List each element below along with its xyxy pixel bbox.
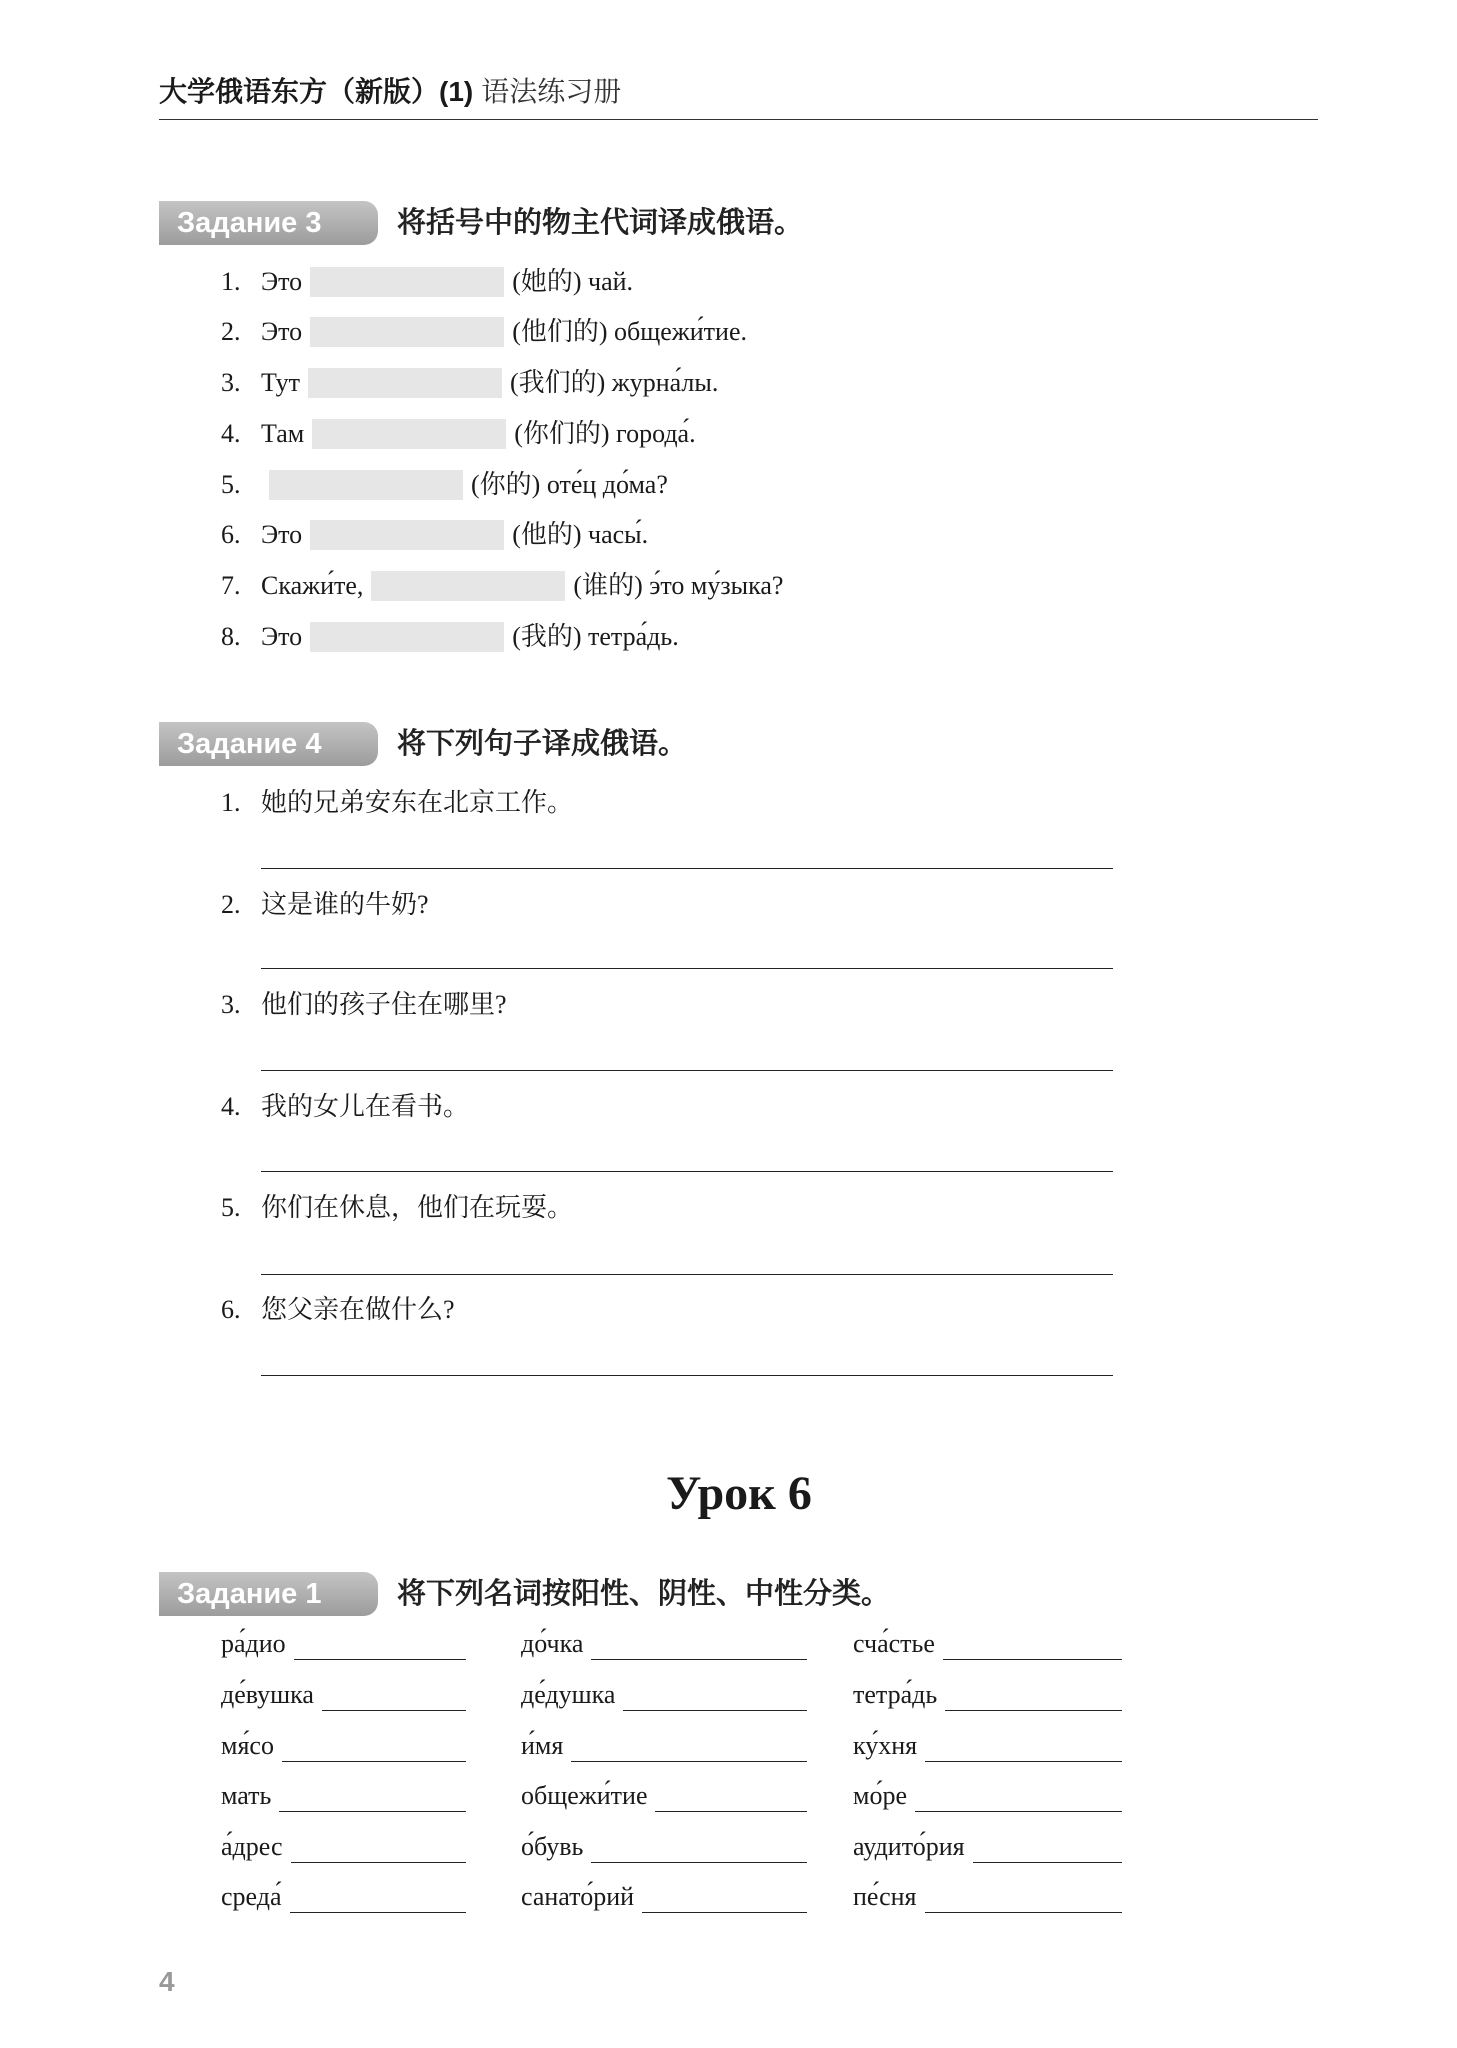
- item-prefix: Тут: [261, 368, 300, 397]
- noun-item: [521, 1780, 807, 1812]
- noun-item: [221, 1881, 466, 1913]
- header-rule: [159, 119, 1318, 120]
- running-header: [159, 70, 621, 110]
- answer-line[interactable]: [261, 868, 1113, 869]
- answer-blank[interactable]: [945, 1686, 1122, 1711]
- item-suffix: (她的) чай.: [512, 267, 634, 296]
- task1-badge: Задание 1: [159, 1572, 378, 1616]
- item-prefix: Там: [261, 419, 305, 448]
- task3-item: [221, 469, 668, 501]
- answer-blank[interactable]: [310, 520, 504, 550]
- task3-item: [221, 316, 747, 348]
- task3-item: [221, 519, 648, 551]
- answer-blank[interactable]: [371, 571, 565, 601]
- task4-title: 将下列句子译成俄语。: [397, 728, 688, 760]
- item-number: 7.: [221, 571, 241, 600]
- noun-item: [853, 1881, 1122, 1913]
- answer-blank[interactable]: [925, 1888, 1122, 1913]
- item-suffix: (我的) тетра́дь.: [512, 622, 679, 651]
- noun-item: [221, 1780, 466, 1812]
- answer-blank[interactable]: [623, 1686, 807, 1711]
- task3-badge: Задание 3: [159, 201, 378, 245]
- noun-item: [853, 1679, 1122, 1711]
- answer-blank[interactable]: [322, 1686, 466, 1711]
- noun-word: аудито́рия: [853, 1832, 965, 1861]
- task4-item: [221, 787, 573, 819]
- item-number: 2.: [221, 890, 241, 919]
- page-number: 4: [159, 1966, 175, 1997]
- item-prefix: Скажи́те,: [261, 571, 364, 600]
- task4-item: [221, 1091, 469, 1123]
- answer-blank[interactable]: [291, 1838, 467, 1863]
- item-number: 5.: [221, 1193, 241, 1222]
- task4-badge: Задание 4: [159, 722, 378, 766]
- item-number: 3.: [221, 368, 241, 397]
- noun-word: среда́: [221, 1882, 282, 1911]
- answer-blank[interactable]: [312, 419, 506, 449]
- answer-blank[interactable]: [591, 1635, 807, 1660]
- task3-item: [221, 266, 633, 298]
- answer-blank[interactable]: [915, 1787, 1122, 1812]
- item-number: 5.: [221, 470, 241, 499]
- noun-item: [853, 1780, 1122, 1812]
- item-suffix: (我们的) журна́лы.: [509, 368, 719, 397]
- answer-blank[interactable]: [310, 622, 504, 652]
- noun-item: [853, 1628, 1122, 1660]
- answer-line[interactable]: [261, 1070, 1113, 1071]
- task4-item: [221, 1192, 573, 1224]
- task3-item: [221, 367, 718, 399]
- answer-line[interactable]: [261, 1274, 1113, 1275]
- item-suffix: (他们的) общежи́тие.: [512, 317, 747, 346]
- task4-item: [221, 989, 507, 1021]
- task3-item: [221, 570, 783, 602]
- item-number: 1.: [221, 267, 241, 296]
- noun-item: [521, 1831, 807, 1863]
- item-number: 3.: [221, 990, 241, 1019]
- lesson-title: Урок 6: [666, 1467, 812, 1520]
- noun-word: сча́стье: [853, 1629, 935, 1658]
- noun-word: де́душка: [521, 1680, 616, 1709]
- answer-line[interactable]: [261, 1171, 1113, 1172]
- item-sentence: 他们的孩子住在哪里?: [261, 990, 507, 1019]
- noun-word: ку́хня: [853, 1731, 918, 1760]
- item-number: 4.: [221, 419, 241, 448]
- answer-blank[interactable]: [269, 470, 463, 500]
- noun-item: [521, 1628, 807, 1660]
- item-number: 6.: [221, 520, 241, 549]
- noun-word: до́чка: [521, 1629, 584, 1658]
- noun-word: де́вушка: [221, 1680, 314, 1709]
- noun-item: [853, 1831, 1122, 1863]
- noun-item: [521, 1730, 807, 1762]
- book-title: 大学俄语东方（新版）(1): [159, 76, 474, 107]
- noun-word: ра́дио: [221, 1629, 286, 1658]
- answer-line[interactable]: [261, 1375, 1113, 1376]
- item-prefix: Это: [261, 622, 303, 651]
- answer-blank[interactable]: [571, 1737, 807, 1762]
- item-sentence: 你们在休息，他们在玩耍。: [261, 1193, 574, 1222]
- noun-word: мо́ре: [853, 1781, 907, 1810]
- item-number: 4.: [221, 1092, 241, 1121]
- item-suffix: (他的) часы́.: [512, 520, 649, 549]
- noun-word: тетра́дь: [853, 1680, 938, 1709]
- task3-item: [221, 418, 696, 450]
- answer-blank[interactable]: [279, 1787, 466, 1812]
- item-prefix: Это: [261, 267, 303, 296]
- book-subtitle: 语法练习册: [481, 76, 622, 107]
- answer-blank[interactable]: [973, 1838, 1122, 1863]
- noun-item: [221, 1831, 466, 1863]
- item-sentence: 她的兄弟安东在北京工作。: [261, 788, 574, 817]
- noun-item: [521, 1679, 807, 1711]
- noun-word: пе́сня: [853, 1882, 917, 1911]
- item-prefix: Это: [261, 520, 303, 549]
- item-suffix: (你们的) города́.: [514, 419, 696, 448]
- answer-blank[interactable]: [282, 1737, 466, 1762]
- item-number: 2.: [221, 317, 241, 346]
- noun-item: [221, 1730, 466, 1762]
- item-sentence: 我的女儿在看书。: [261, 1092, 470, 1121]
- noun-word: санато́рий: [521, 1882, 635, 1911]
- noun-word: и́мя: [521, 1731, 564, 1760]
- answer-blank[interactable]: [642, 1888, 807, 1913]
- task3-item: [221, 621, 679, 653]
- item-suffix: (你的) оте́ц до́ма?: [471, 470, 668, 499]
- noun-word: о́бувь: [521, 1832, 584, 1861]
- noun-item: [221, 1679, 466, 1711]
- task4-item: [221, 1294, 455, 1326]
- answer-blank[interactable]: [294, 1635, 466, 1660]
- item-sentence: 您父亲在做什么?: [261, 1295, 455, 1324]
- item-suffix: (谁的) э́то му́зыка?: [573, 571, 784, 600]
- answer-blank[interactable]: [925, 1737, 1122, 1762]
- item-number: 6.: [221, 1295, 241, 1324]
- answer-blank[interactable]: [310, 267, 504, 297]
- answer-blank[interactable]: [943, 1635, 1122, 1660]
- noun-word: мя́со: [221, 1731, 274, 1760]
- item-prefix: Это: [261, 317, 303, 346]
- item-number: 1.: [221, 788, 241, 817]
- noun-item: [221, 1628, 466, 1660]
- noun-word: а́дрес: [221, 1832, 283, 1861]
- noun-item: [853, 1730, 1122, 1762]
- item-sentence: 这是谁的牛奶?: [261, 890, 429, 919]
- task4-item: [221, 889, 429, 921]
- task1-title: 将下列名词按阳性、阴性、中性分类。: [397, 1578, 891, 1610]
- answer-blank[interactable]: [290, 1888, 466, 1913]
- answer-line[interactable]: [261, 968, 1113, 969]
- answer-blank[interactable]: [310, 317, 504, 347]
- noun-word: общежи́тие: [521, 1781, 648, 1810]
- task3-title: 将括号中的物主代词译成俄语。: [397, 207, 804, 239]
- noun-item: [521, 1881, 807, 1913]
- answer-blank[interactable]: [308, 368, 502, 398]
- item-number: 8.: [221, 622, 241, 651]
- answer-blank[interactable]: [655, 1787, 807, 1812]
- noun-word: мать: [221, 1781, 272, 1810]
- answer-blank[interactable]: [591, 1838, 807, 1863]
